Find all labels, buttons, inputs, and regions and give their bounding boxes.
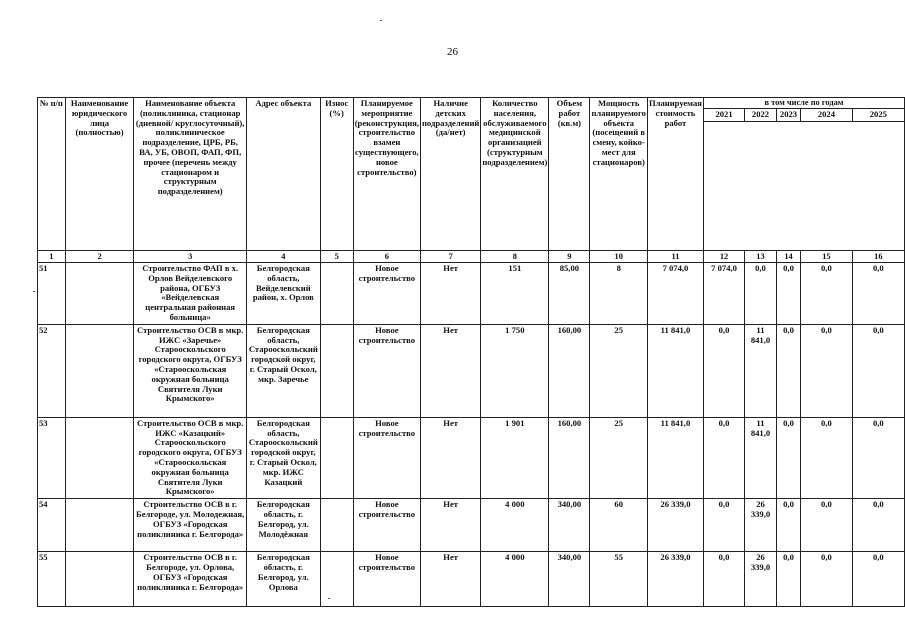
row-wear [320, 552, 353, 607]
header-year-2025: 2025 [852, 109, 904, 122]
header-entity: Наименование юридического лица (полностью) [65, 98, 134, 251]
row-address: Белгородская область, г. Белгород, ул. Орлова [246, 552, 320, 607]
row-year-2021: 0,0 [703, 552, 744, 607]
header-children: Наличие детских подразделений (да/нет) [420, 98, 480, 251]
row-year-2024: 0,0 [801, 324, 852, 417]
page-number: 26 [447, 46, 458, 58]
scan-speck [328, 598, 330, 599]
col-number: 3 [134, 251, 247, 263]
row-capacity: 8 [590, 263, 648, 325]
header-wear: Износ (%) [320, 98, 353, 251]
column-numbers-row [38, 251, 905, 263]
row-year-2022: 26 339,0 [745, 552, 777, 607]
row-entity [65, 552, 134, 607]
row-year-2025: 0,0 [852, 263, 904, 325]
row-year-2023: 0,0 [776, 417, 800, 498]
row-year-2024: 0,0 [801, 552, 852, 607]
col-number: 9 [549, 251, 590, 263]
row-children: Нет [420, 499, 480, 552]
table-row [38, 552, 905, 607]
col-number: 15 [801, 251, 852, 263]
row-measure: Новое строительство [353, 324, 420, 417]
header-year-2022: 2022 [745, 109, 777, 122]
col-number: 5 [320, 251, 353, 263]
header-year-2023: 2023 [776, 109, 800, 122]
row-capacity: 55 [590, 552, 648, 607]
scan-speck [33, 291, 35, 292]
header-object: Наименование объекта (поликлиника, стационар (дневной/ круглосуточный), поликлиническое подразделение, ЦРБ, РБ, ВА, УБ, ОВОП, ФАП, ФП, прочее (перечень между стационаром и структурным подразделением) [134, 98, 247, 251]
row-measure: Новое строительство [353, 263, 420, 325]
row-population: 1 750 [481, 324, 549, 417]
row-entity [65, 324, 134, 417]
row-address: Белгородская область, г. Белгород, ул. Молодёжная [246, 499, 320, 552]
row-children: Нет [420, 263, 480, 325]
row-population: 151 [481, 263, 549, 325]
row-year-2024: 0,0 [801, 417, 852, 498]
col-number: 12 [703, 251, 744, 263]
col-number: 1 [38, 251, 66, 263]
row-volume: 160,00 [549, 417, 590, 498]
row-number: 55 [38, 552, 66, 607]
col-number: 4 [246, 251, 320, 263]
row-year-2021: 0,0 [703, 417, 744, 498]
table-row [38, 417, 905, 498]
row-address: Белгородская область, Вейделевский район, х. Орлов [246, 263, 320, 325]
facilities-table [37, 97, 905, 607]
col-number: 7 [420, 251, 480, 263]
table-row [38, 324, 905, 417]
header-population: Количество населения, обслуживаемого медицинской организацией (структурным подразделением) [481, 98, 549, 251]
row-object: Строительство ОСВ в г. Белгороде, ул. Молодежная, ОГБУЗ «Городская поликлиника г. Белгорода» [134, 499, 247, 552]
row-object: Строительство ОСВ в г. Белгороде, ул. Орлова, ОГБУЗ «Городская поликлиника г. Белгорода» [134, 552, 247, 607]
row-year-2025: 0,0 [852, 499, 904, 552]
header-number: № п/п [38, 98, 66, 251]
row-volume: 85,00 [549, 263, 590, 325]
row-year-2023: 0,0 [776, 263, 800, 325]
row-entity [65, 417, 134, 498]
col-number: 10 [590, 251, 648, 263]
row-children: Нет [420, 552, 480, 607]
row-population: 1 901 [481, 417, 549, 498]
row-volume: 160,00 [549, 324, 590, 417]
row-address: Белгородская область, Старооскольский городской округ, г. Старый Оскол, мкр. ИЖС Казацкий [246, 417, 320, 498]
col-number: 2 [65, 251, 134, 263]
row-year-2025: 0,0 [852, 324, 904, 417]
row-year-2024: 0,0 [801, 499, 852, 552]
row-cost: 26 339,0 [647, 499, 703, 552]
row-volume: 340,00 [549, 552, 590, 607]
row-population: 4 000 [481, 499, 549, 552]
row-year-2022: 0,0 [745, 263, 777, 325]
row-wear [320, 324, 353, 417]
row-wear [320, 417, 353, 498]
col-number: 8 [481, 251, 549, 263]
header-measure: Планируемое мероприятие (реконструкция, строительство взамен существующего, новое строительство) [353, 98, 420, 251]
row-entity [65, 263, 134, 325]
header-year-2024: 2024 [801, 109, 852, 122]
table-row [38, 499, 905, 552]
header-volume: Объем работ (кв.м) [549, 98, 590, 251]
row-object: Строительство ОСВ в мкр. ИЖС «Казацкий» Старооскольского городского округа, ОГБУЗ «Старооскольская окружная больница Святителя Луки Крымского» [134, 417, 247, 498]
row-object: Строительство ФАП в х. Орлов Вейделевского района, ОГБУЗ «Вейделевская центральная районная больница» [134, 263, 247, 325]
header-years: в том числе по годам [703, 98, 904, 109]
row-measure: Новое строительство [353, 499, 420, 552]
row-number: 54 [38, 499, 66, 552]
row-year-2022: 11 841,0 [745, 324, 777, 417]
header-address: Адрес объекта [246, 98, 320, 251]
row-year-2024: 0,0 [801, 263, 852, 325]
col-number: 11 [647, 251, 703, 263]
scan-speck [380, 20, 382, 21]
row-year-2022: 11 841,0 [745, 417, 777, 498]
row-number: 51 [38, 263, 66, 325]
row-year-2021: 0,0 [703, 499, 744, 552]
row-year-2023: 0,0 [776, 499, 800, 552]
row-measure: Новое строительство [353, 417, 420, 498]
row-year-2022: 26 339,0 [745, 499, 777, 552]
row-entity [65, 499, 134, 552]
row-capacity: 60 [590, 499, 648, 552]
row-wear [320, 499, 353, 552]
table-row [38, 263, 905, 325]
row-number: 52 [38, 324, 66, 417]
row-capacity: 25 [590, 417, 648, 498]
col-number: 16 [852, 251, 904, 263]
header-year-2021: 2021 [703, 109, 744, 122]
header-cost: Планируемая стоимость работ [647, 98, 703, 251]
col-number: 14 [776, 251, 800, 263]
row-cost: 7 074,0 [647, 263, 703, 325]
row-year-2021: 7 074,0 [703, 263, 744, 325]
row-year-2023: 0,0 [776, 324, 800, 417]
row-year-2023: 0,0 [776, 552, 800, 607]
row-year-2025: 0,0 [852, 417, 904, 498]
row-wear [320, 263, 353, 325]
row-volume: 340,00 [549, 499, 590, 552]
row-object: Строительство ОСВ в мкр. ИЖС «Заречье» Старооскольского городского округа, ОГБУЗ «Старооскольская окружная больница Святителя Луки Крымского» [134, 324, 247, 417]
row-cost: 11 841,0 [647, 324, 703, 417]
row-capacity: 25 [590, 324, 648, 417]
row-measure: Новое строительство [353, 552, 420, 607]
row-population: 4 000 [481, 552, 549, 607]
col-number: 6 [353, 251, 420, 263]
row-number: 53 [38, 417, 66, 498]
row-cost: 26 339,0 [647, 552, 703, 607]
header-capacity: Мощность планируемого объекта (посещений в смену, койко-мест для стационаров) [590, 98, 648, 251]
row-year-2021: 0,0 [703, 324, 744, 417]
row-address: Белгородская область, Старооскольский городской округ, г. Старый Оскол, мкр. Заречье [246, 324, 320, 417]
row-children: Нет [420, 417, 480, 498]
row-children: Нет [420, 324, 480, 417]
row-year-2025: 0,0 [852, 552, 904, 607]
header-years-spacer [703, 122, 904, 251]
row-cost: 11 841,0 [647, 417, 703, 498]
col-number: 13 [745, 251, 777, 263]
